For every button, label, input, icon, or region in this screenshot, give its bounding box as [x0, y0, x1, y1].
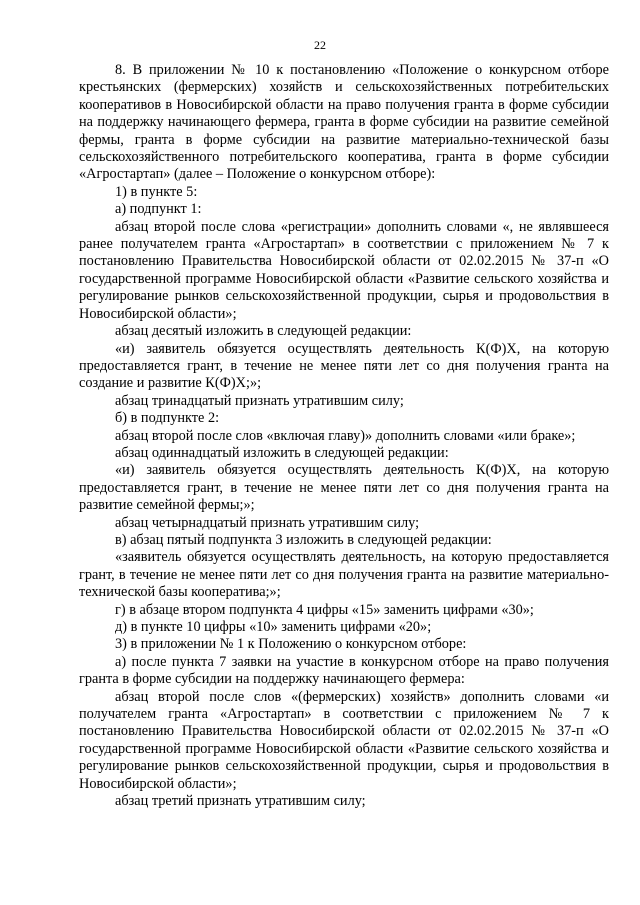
paragraph: абзац второй после слов «включая главу)» дополнить словами «или браке»; [115, 427, 576, 444]
paragraph: «и) заявитель обязуется осуществлять деятельность К(Ф)Х, на которую предоставляется грант, в течение не менее пяти лет со дня получения гранта на создание и развитие К(Ф)Х;»; [79, 340, 609, 392]
paragraph: «заявитель обязуется осуществлять деятельность, на которую предоставляется грант, в течение не менее пяти лет со дня получения гранта на развитие материально-технической базы кооператива;»; [79, 549, 609, 601]
document-body [79, 62, 609, 810]
paragraph: абзац третий признать утратившим силу; [115, 793, 366, 810]
page-number: 22 [314, 38, 326, 52]
paragraph: в) абзац пятый подпункта 3 изложить в следующей редакции: [115, 531, 492, 548]
paragraph: абзац тринадцатый признать утратившим силу; [115, 392, 404, 409]
paragraph: абзац десятый изложить в следующей редакции: [115, 323, 412, 340]
paragraph: 3) в приложении № 1 к Положению о конкурсном отборе: [115, 636, 467, 653]
paragraph: 1) в пункте 5: [115, 183, 198, 200]
paragraph: 8. В приложении № 10 к постановлению «Положение о конкурсном отборе крестьянских (фермерских) хозяйств и сельскохозяйственных потребительских кооперативов в Новосибирской области на право получения гранта в форме субсидии на поддержку начинающего фермера, гранта в форме субсидии на развитие семейной фермы, гранта в форме субсидии на развитие материально-технической базы сельскохозяйственного потребительского кооператива, гранта в форме субсидии «Агростартап» (далее – Положение о конкурсном отборе): [79, 62, 609, 183]
paragraph: «и) заявитель обязуется осуществлять деятельность К(Ф)Х, на которую предоставляется грант, в течение не менее пяти лет со дня получения гранта на развитие семейной фермы;»; [79, 462, 609, 514]
paragraph: б) в подпункте 2: [115, 410, 220, 427]
paragraph: г) в абзаце втором подпункта 4 цифры «15» заменить цифрами «30»; [115, 601, 534, 618]
paragraph: д) в пункте 10 цифры «10» заменить цифрами «20»; [115, 619, 432, 635]
paragraph: а) после пункта 7 заявки на участие в конкурсном отборе на право получения гранта в форме субсидии на поддержку начинающего фермера: [79, 653, 609, 688]
paragraph: а) подпункт 1: [115, 201, 202, 218]
paragraph: абзац второй после слов «(фермерских) хозяйств» дополнить словами «и получателем гранта «Агростартап» в соответствии с приложением № 7 к постановлению Правительства Новосибирской области от 02.02.2015 № 37-п «О государственной программе Новосибирской области «Развитие сельского хозяйства и регулирование рынков сельскохозяйственной продукции, сырья и продовольствия в Новосибирской области»; [79, 688, 609, 792]
paragraph: абзац четырнадцатый признать утратившим силу; [115, 514, 420, 531]
paragraph: абзац одиннадцатый изложить в следующей редакции: [115, 444, 449, 461]
paragraph: абзац второй после слова «регистрации» дополнить словами «, не являвшееся ранее получателем гранта «Агростартап» в соответствии с приложением № 7 к постановлению Правительства Новосибирской области от 02.02.2015 № 37-п «О государственной программе Новосибирской области «Развитие сельского хозяйства и регулирование рынков сельскохозяйственной продукции, сырья и продовольствия в Новосибирской области»; [79, 218, 609, 322]
